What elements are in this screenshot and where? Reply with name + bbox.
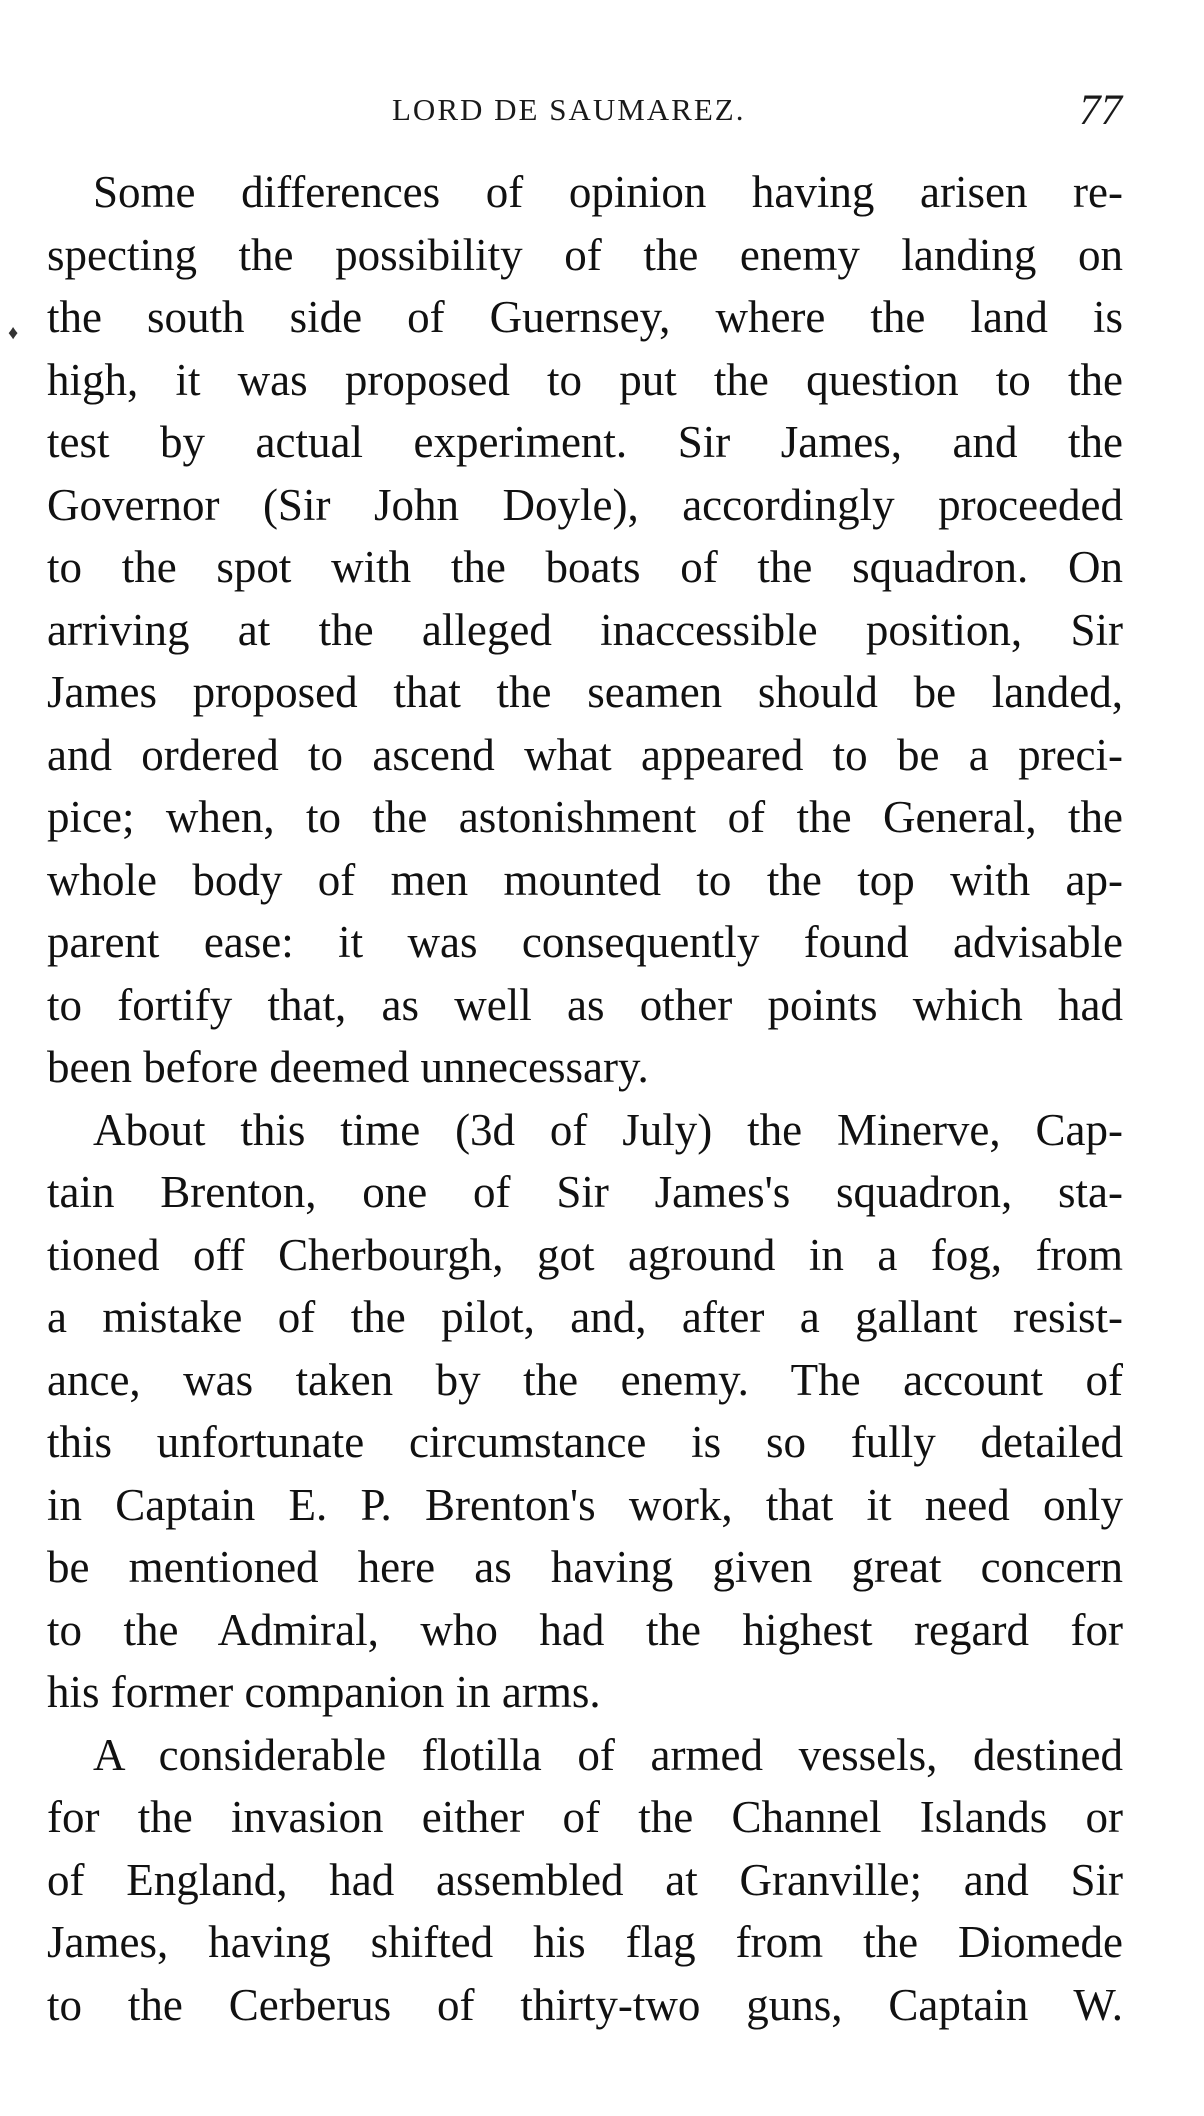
text-line: ance, was taken by the enemy. The account of [47, 1354, 1123, 1405]
text-line: pice; when, to the astonishment of the General, the [47, 792, 1123, 842]
body-text [47, 161, 1123, 2036]
text-line: Some differences of opinion having arisen re- [93, 167, 1123, 217]
text-line: in Captain E. P. Brenton's work, that it need only [47, 1479, 1123, 1530]
text-line: to the Cerberus of thirty-two guns, Captain W. [47, 1979, 1123, 2030]
text-line: specting the possibility of the enemy landing on [47, 229, 1123, 280]
text-line: arriving at the alleged inaccessible position, Sir [47, 604, 1123, 655]
paragraph-2 [47, 1099, 1123, 1724]
text-line: parent ease: it was consequently found advisable [47, 917, 1123, 967]
text-line: to fortify that, as well as other points which had [47, 979, 1123, 1030]
text-line: whole body of men mounted to the top with ap- [47, 854, 1123, 905]
text-line: tain Brenton, one of Sir James's squadron, sta- [47, 1167, 1123, 1217]
text-line: this unfortunate circumstance is so fully detailed [47, 1417, 1123, 1467]
text-line: been before deemed unnecessary. [47, 1042, 649, 1092]
text-line: James, having shifted his flag from the Diomede [47, 1917, 1123, 1967]
text-line: About this time (3d of July) the Minerve, Cap- [93, 1104, 1123, 1155]
text-line: high, it was proposed to put the question to the [47, 354, 1123, 405]
text-line: tioned off Cherbourgh, got aground in a fog, from [47, 1229, 1123, 1280]
text-line: for the invasion either of the Channel Islands or [47, 1792, 1123, 1842]
margin-mark: ♦ [8, 322, 19, 344]
page-number: 77 [1079, 87, 1122, 134]
page-header [47, 86, 1123, 136]
text-line: a mistake of the pilot, and, after a gallant resist- [47, 1292, 1123, 1342]
text-line: Governor (Sir John Doyle), accordingly proceeded [47, 479, 1123, 530]
paragraph-1 [47, 161, 1123, 1099]
paragraph-3 [47, 1724, 1123, 2037]
text-line: the south side of Guernsey, where the land is [47, 292, 1123, 342]
text-line: James proposed that the seamen should be landed, [47, 667, 1123, 717]
running-title: LORD DE SAUMAREZ. [392, 92, 746, 127]
text-line: his former companion in arms. [47, 1667, 601, 1717]
text-line: A considerable flotilla of armed vessels, destined [93, 1729, 1123, 1780]
text-line: to the spot with the boats of the squadron. On [47, 542, 1123, 592]
text-line: test by actual experiment. Sir James, and the [47, 417, 1123, 467]
text-line: and ordered to ascend what appeared to be a preci- [47, 729, 1123, 780]
text-line: of England, had assembled at Granville; and Sir [47, 1854, 1123, 1905]
text-line: be mentioned here as having given great concern [47, 1542, 1123, 1592]
text-line: to the Admiral, who had the highest regard for [47, 1604, 1123, 1655]
